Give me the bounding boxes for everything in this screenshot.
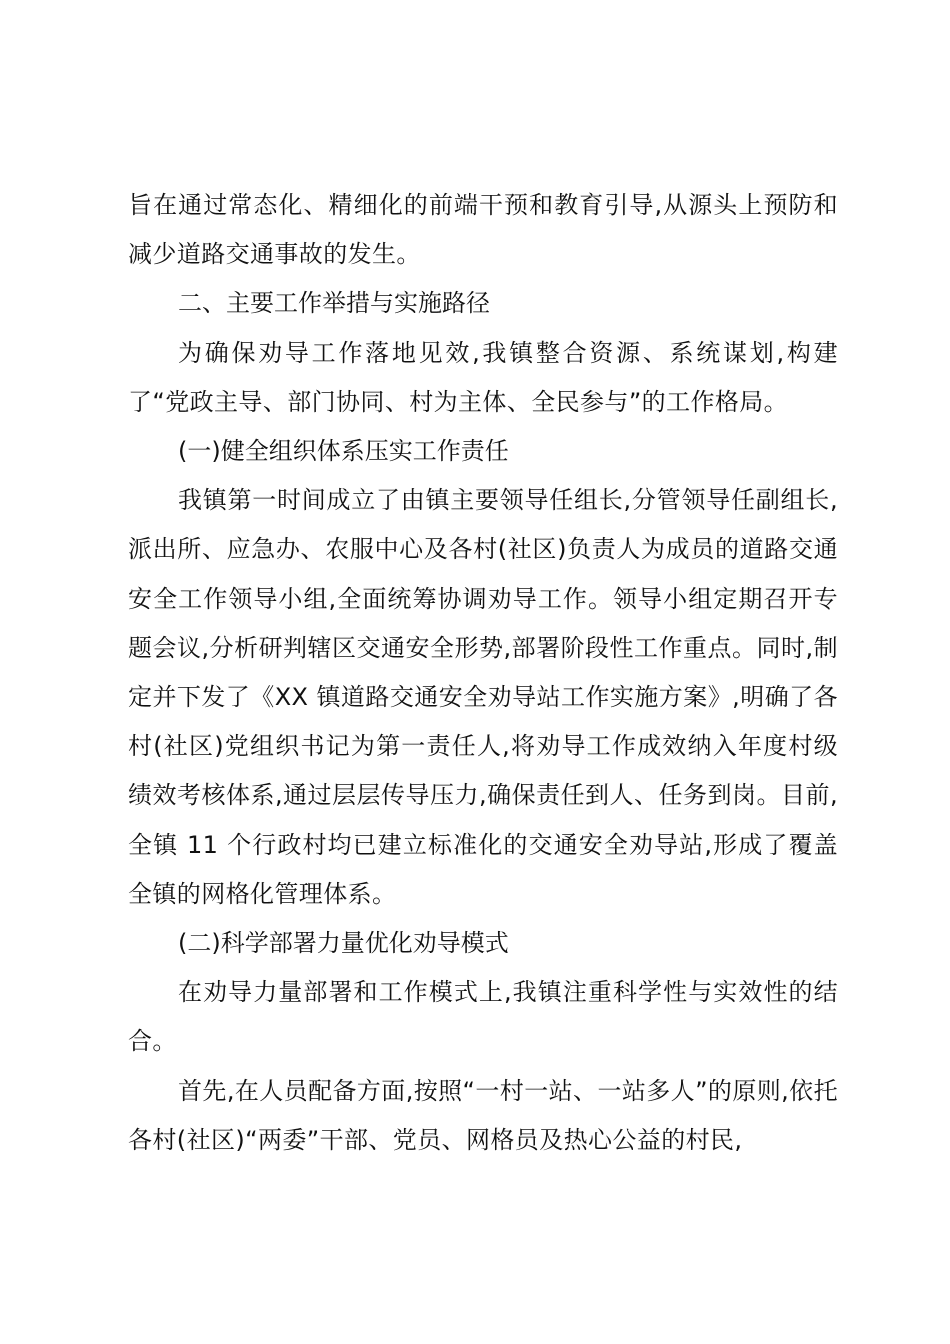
subsection-heading-2: (二)科学部署力量优化劝导模式 [178, 929, 509, 958]
paragraph-organization: 我镇第一时间成立了由镇主要领导任组长,分管领导任副组长,派出所、应急办、农服中心及各村(社区)负责人为成员的道路交通安全工作领导小组,全面统筹协调劝导工作。领导小组定期召开专题会议,分析研判辖区交通安全形势,部署阶段性工作重点。同时,制定并下发了《XX 镇道路交通安全劝导站工作实施方案》,明确了各村(社区)党组织书记为第一责任人,将劝导工作成效纳入年度村级绩效考核体系,通过层层传导压力,确保责任到人、任务到岗。目前,全镇 11 个行政村均已建立标准化的交通安全劝导站,形成了覆盖全镇的网格化管理体系。 [128, 486, 838, 908]
document-body [128, 181, 838, 1165]
subsection-heading-1: (一)健全组织体系压实工作责任 [178, 437, 509, 466]
paragraph-deployment: 在劝导力量部署和工作模式上,我镇注重科学性与实效性的结合。 [128, 978, 838, 1056]
section-heading-2: 二、主要工作举措与实施路径 [178, 289, 490, 318]
paragraph-continuation: 旨在通过常态化、精细化的前端干预和教育引导,从源头上预防和减少道路交通事故的发生。 [128, 191, 838, 269]
paragraph-staffing: 首先,在人员配备方面,按照“一村一站、一站多人”的原则,依托各村(社区)“两委”干部、党员、网格员及热心公益的村民, [128, 1076, 838, 1154]
paragraph-overview: 为确保劝导工作落地见效,我镇整合资源、系统谋划,构建了“党政主导、部门协同、村为主体、全民参与”的工作格局。 [128, 338, 838, 416]
